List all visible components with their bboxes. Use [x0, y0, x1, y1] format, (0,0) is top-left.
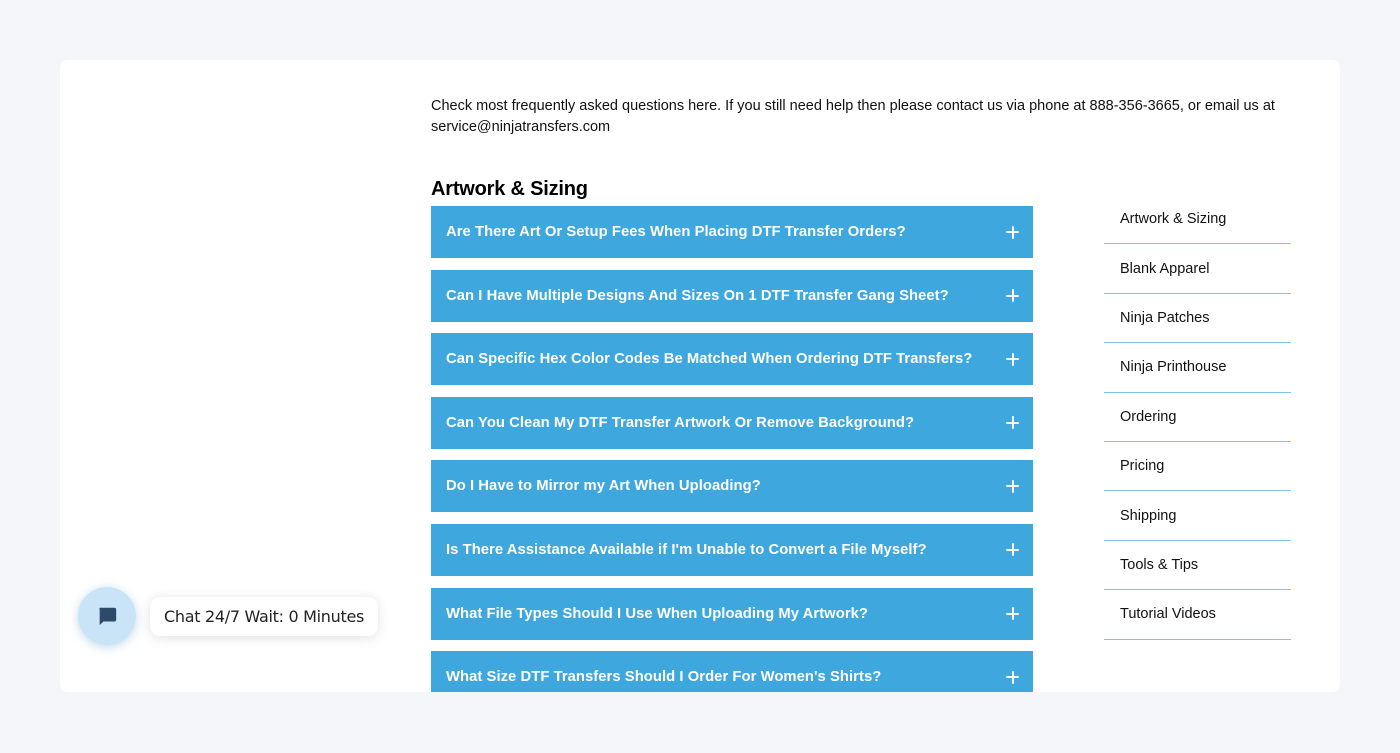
- faq-item-convert-assistance[interactable]: [431, 524, 1033, 576]
- plus-icon[interactable]: [1006, 543, 1019, 556]
- plus-icon[interactable]: [1006, 226, 1019, 239]
- faq-question: What File Types Should I Use When Uploading My Artwork?: [446, 605, 869, 622]
- faq-item-clean-artwork[interactable]: [431, 397, 1033, 449]
- section-title: Artwork & Sizing: [431, 178, 588, 200]
- intro-text: Check most frequently asked questions here. If you still need help then please contact us via phone at 888-356-3665, or email us at service@ninjatransfers.com: [431, 97, 1275, 135]
- faq-item-file-types[interactable]: [431, 588, 1033, 640]
- plus-icon[interactable]: [1006, 416, 1019, 429]
- faq-question: Is There Assistance Available if I'm Unable to Convert a File Myself?: [446, 541, 927, 558]
- faq-question: Do I Have to Mirror my Art When Uploading?: [446, 478, 761, 495]
- faq-question: What Size DTF Transfers Should I Order For Women's Shirts?: [446, 669, 882, 686]
- faq-list: [431, 206, 1033, 692]
- nav-item-shipping[interactable]: Shipping: [1104, 491, 1291, 540]
- plus-icon[interactable]: [1006, 480, 1019, 493]
- plus-icon[interactable]: [1006, 289, 1019, 302]
- faq-category-nav: [1104, 195, 1291, 640]
- faq-item-womens-shirt-size[interactable]: [431, 651, 1033, 692]
- nav-item-pricing[interactable]: Pricing: [1104, 442, 1291, 491]
- nav-item-tools-tips[interactable]: Tools & Tips: [1104, 541, 1291, 590]
- faq-item-multiple-designs[interactable]: [431, 270, 1033, 322]
- chat-label[interactable]: Chat 24/7 Wait: 0 Minutes: [150, 597, 378, 636]
- chat-launcher-button[interactable]: [78, 587, 136, 645]
- faq-item-art-setup-fees[interactable]: [431, 206, 1033, 258]
- faq-item-hex-color-codes[interactable]: [431, 333, 1033, 385]
- nav-item-tutorial-videos[interactable]: Tutorial Videos: [1104, 590, 1291, 639]
- nav-item-ninja-patches[interactable]: Ninja Patches: [1104, 294, 1291, 343]
- plus-icon[interactable]: [1006, 607, 1019, 620]
- chat-icon: [96, 605, 118, 627]
- chat-widget: [78, 586, 378, 646]
- plus-icon[interactable]: [1006, 671, 1019, 684]
- faq-question: Can Specific Hex Color Codes Be Matched When Ordering DTF Transfers?: [446, 351, 973, 368]
- plus-icon[interactable]: [1006, 353, 1019, 366]
- nav-item-artwork-sizing[interactable]: Artwork & Sizing: [1104, 195, 1291, 244]
- nav-item-blank-apparel[interactable]: Blank Apparel: [1104, 244, 1291, 293]
- nav-item-ninja-printhouse[interactable]: Ninja Printhouse: [1104, 343, 1291, 392]
- nav-item-ordering[interactable]: Ordering: [1104, 393, 1291, 442]
- faq-question: Can You Clean My DTF Transfer Artwork Or Remove Background?: [446, 414, 915, 431]
- faq-question: Are There Art Or Setup Fees When Placing DTF Transfer Orders?: [446, 224, 906, 240]
- faq-item-mirror-art[interactable]: [431, 460, 1033, 512]
- faq-question: Can I Have Multiple Designs And Sizes On 1 DTF Transfer Gang Sheet?: [446, 287, 949, 304]
